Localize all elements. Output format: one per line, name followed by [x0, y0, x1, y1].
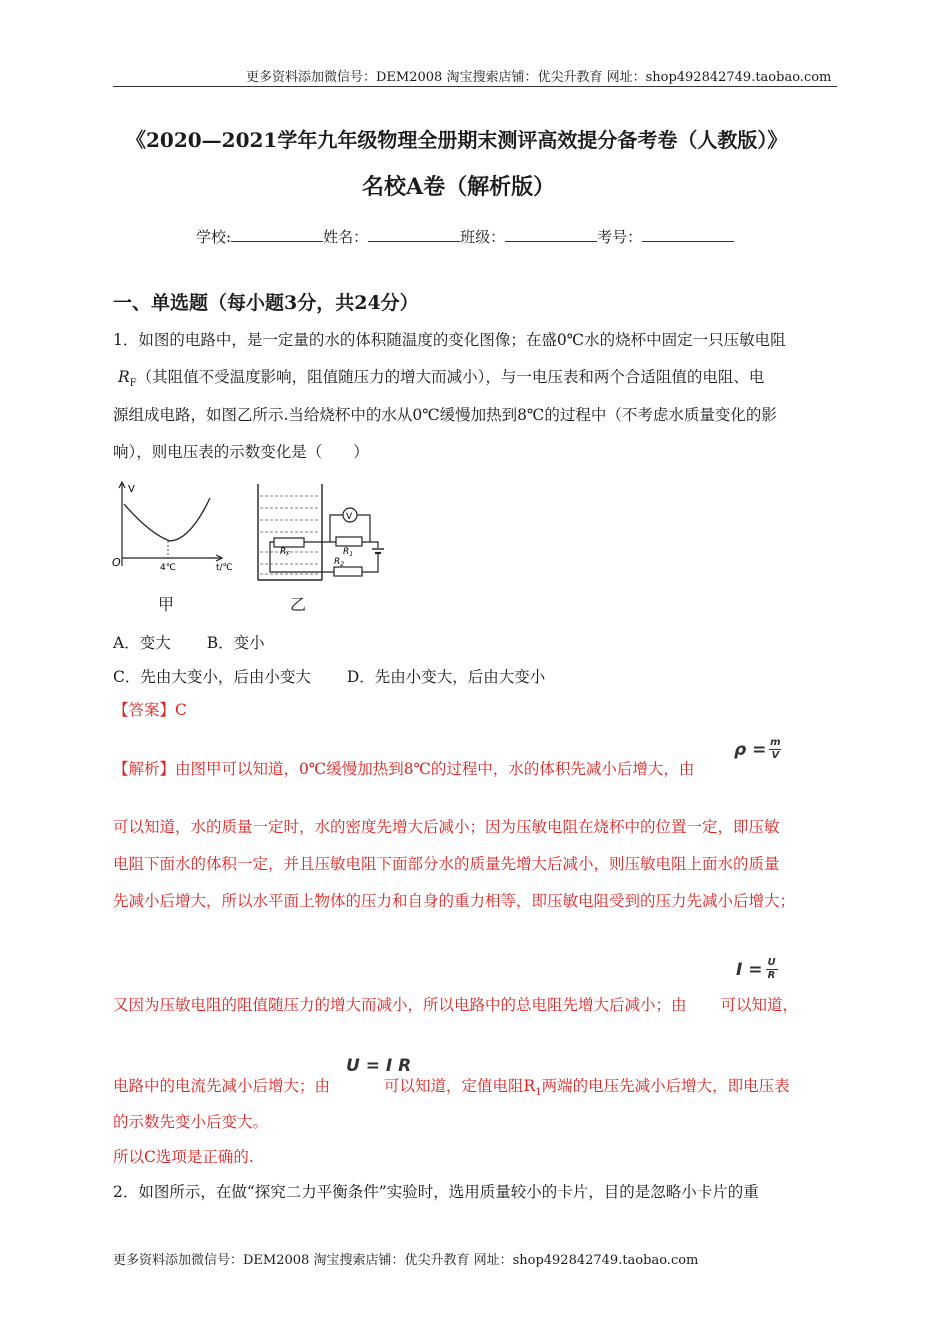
rf-subscript: F: [129, 378, 137, 390]
graph-label-origin: O: [112, 556, 121, 569]
pressure-resistor-rf: [274, 538, 304, 547]
r1-subscript: 1: [535, 1087, 542, 1099]
exam-no-blank: [642, 227, 734, 242]
analysis-line5: [113, 993, 798, 1015]
resistor-r1: [336, 537, 362, 546]
analysis-line3: 电阻下面水的体积一定，并且压敏电阻下面部分水的质量先增大后减小，则压敏电阻上面水的质量: [113, 855, 780, 873]
voltmeter-label: V: [346, 512, 353, 522]
q1-line1: 1．如图的电路中，是一定量的水的体积随温度的变化图像；在盛0℃水的烧杯中固定一只压敏电阻: [113, 331, 786, 349]
page-footer: 更多资料添加微信号：DEM2008 淘宝搜索店铺：优尖升教育 网址：shop492842749.taobao.com: [113, 1253, 699, 1268]
analysis-line7: 的示数先变小后变大。: [113, 1113, 269, 1131]
answer-value: C: [175, 701, 187, 719]
analysis-line6: [113, 1074, 790, 1098]
r2-label: $R_2$: [334, 557, 345, 568]
graph-label-t: t/℃: [216, 563, 233, 573]
q1-line2-text: （其阻值不受温度影响，阻值随压力的增大而减小），与一电压表和两个合适阻值的电阻、电: [136, 368, 765, 386]
analysis-text-6c: 两端的电压先减小后增大，即电压表: [541, 1077, 790, 1095]
rf-symbol: R: [118, 368, 130, 386]
analysis-text-5a: 又因为压敏电阻的阻值随压力的增大而减小，所以电路中的总电阻先增大后减小；由: [113, 996, 687, 1014]
header-divider: [113, 86, 837, 87]
resistor-r2: [334, 567, 362, 576]
formula-ohm-num: U: [767, 957, 776, 968]
page-title: 《2020—2021学年九年级物理全册期末测评高效提分备考卷（人教版）》: [126, 128, 788, 152]
formula-ohm-lhs: I =: [736, 959, 763, 980]
class-label: 班级：: [460, 228, 506, 246]
page-header: 更多资料添加微信号：DEM2008 淘宝搜索店铺：优尖升教育 网址：shop492842749.taobao.com: [246, 70, 832, 85]
section-title: 一、单选题（每小题3分，共24分）: [113, 292, 419, 314]
answer-tag: 【答案】: [113, 701, 176, 719]
formula-ohm-den: R: [767, 970, 776, 981]
circuit-diagram: [250, 482, 400, 584]
figure-label-yi: 乙: [290, 595, 307, 614]
volume-curve: [124, 498, 210, 541]
analysis-text-5b: 可以知道，: [720, 996, 799, 1014]
volume-temperature-graph: [110, 478, 240, 574]
option-a: A．变大: [113, 634, 171, 652]
figure-label-jia: 甲: [158, 595, 175, 614]
formula-ohm: [736, 958, 778, 981]
school-blank: [231, 227, 323, 242]
analysis-tag: 【解析】: [113, 760, 176, 778]
class-blank: [505, 227, 597, 242]
q1-line2: [118, 365, 764, 389]
name-blank: [368, 227, 460, 242]
wire-to-battery: [370, 542, 378, 548]
q2-line1: 2．如图所示，在做“探究二力平衡条件”实验时，选用质量较小的卡片，目的是忽略小卡片的重: [113, 1183, 759, 1201]
r1-label: $R_1$: [343, 547, 354, 558]
analysis-line8: 所以C选项是正确的.: [113, 1148, 254, 1166]
analysis-line2: 可以知道，水的质量一定时，水的密度先增大后减小；因为压敏电阻在烧杯中的位置一定，即压敏: [113, 818, 780, 836]
page-subtitle: 名校A卷（解析版）: [362, 174, 556, 200]
school-label: 学校:: [196, 228, 232, 246]
analysis-text-6a: 电路中的电流先减小后增大；由: [113, 1077, 331, 1095]
exam-no-label: 考号：: [597, 228, 643, 246]
analysis-text-1: 由图甲可以知道，0℃缓慢加热到8℃的过程中，水的体积先减小后增大，由: [175, 760, 695, 778]
graph-label-4c: 4℃: [160, 563, 176, 573]
rf-label: $R_F$: [280, 547, 290, 558]
formula-density: [734, 738, 781, 761]
student-info-row: [196, 226, 734, 247]
analysis-line4: 先减小后增大，所以水平面上物体的压力和自身的重力相等，即压敏电阻受到的压力先减小后增大；: [113, 892, 796, 910]
formula-voltage: U = I R: [346, 1056, 412, 1076]
answer-line: [113, 698, 187, 720]
analysis-line1: [113, 757, 694, 779]
formula-density-lhs: ρ =: [734, 739, 767, 760]
wire-battery-r2: [362, 554, 378, 572]
option-b: B．变小: [206, 634, 265, 652]
options-ab: [113, 631, 265, 653]
q1-line3: 源组成电路，如图乙所示.当给烧杯中的水从0℃缓慢加热到8℃的过程中（不考虑水质量变化的影: [113, 406, 777, 424]
formula-density-den: V: [771, 750, 780, 761]
graph-label-v: V: [128, 484, 135, 495]
q1-line4: 响），则电压表的示数变化是（ ）: [113, 443, 369, 461]
options-cd: [113, 665, 545, 687]
name-label: 姓名：: [323, 228, 369, 246]
option-d: D．先由小变大，后由大变小: [346, 668, 546, 686]
analysis-text-6b: 可以知道，定值电阻R: [384, 1077, 536, 1095]
option-c: C．先由大变小，后由小变大: [113, 668, 311, 686]
formula-density-num: m: [770, 737, 781, 748]
